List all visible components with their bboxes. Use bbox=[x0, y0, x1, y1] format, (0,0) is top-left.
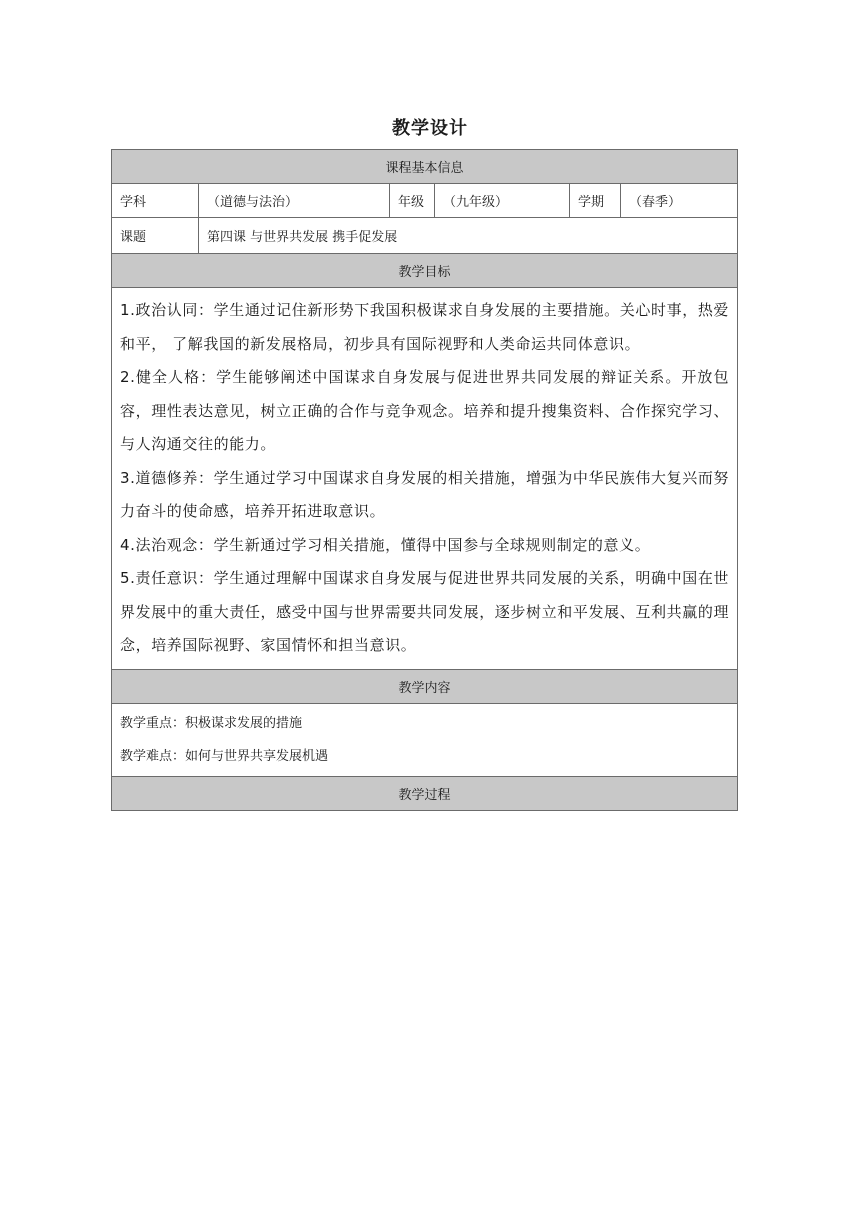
objective-item: 3.道德修养：学生通过学习中国谋求自身发展的相关措施，增强为中华民族伟大复兴而努力奋斗的使命感，培养开拓进取意识。 bbox=[120, 468, 730, 520]
content-row bbox=[112, 703, 738, 776]
basic-info-header: 课程基本信息 bbox=[112, 150, 738, 184]
content-cell bbox=[112, 703, 738, 776]
objectives-header-row bbox=[112, 254, 738, 288]
subject-label: 学科 bbox=[112, 184, 199, 218]
difficult-point: 教学难点：如何与世界共享发展机遇 bbox=[120, 748, 329, 764]
subject-value: （道德与法治） bbox=[199, 184, 390, 218]
grade-label: 年级 bbox=[390, 184, 435, 218]
lesson-plan-table bbox=[111, 149, 738, 811]
objective-item: 1.政治认同：学生通过记住新形势下我国积极谋求自身发展的主要措施。关心时事，热爱和平， 了解我国的新发展格局，初步具有国际视野和人类命运共同体意识。 bbox=[120, 301, 730, 353]
document-title: 教学设计 bbox=[392, 118, 468, 139]
info-row bbox=[112, 184, 738, 218]
topic-value: 第四课 与世界共发展 携手促发展 bbox=[199, 218, 738, 254]
term-value: （春季） bbox=[621, 184, 738, 218]
grade-value: （九年级） bbox=[435, 184, 570, 218]
objective-item: 2.健全人格：学生能够阐述中国谋求自身发展与促进世界共同发展的辩证关系。开放包容，理性表达意见，树立正确的合作与竞争观念。培养和提升搜集资料、合作探究学习、与人沟通交往的能力。 bbox=[120, 368, 730, 453]
objectives-row bbox=[112, 288, 738, 670]
key-point: 教学重点：积极谋求发展的措施 bbox=[120, 715, 303, 731]
objective-item: 5.责任意识：学生通过理解中国谋求自身发展与促进世界共同发展的关系，明确中国在世界发展中的重大责任，感受中国与世界需要共同发展，逐步树立和平发展、互利共赢的理念，培养国际视野、家国情怀和担当意识。 bbox=[120, 569, 730, 654]
objectives-header: 教学目标 bbox=[112, 254, 738, 288]
process-header: 教学过程 bbox=[112, 776, 738, 810]
content-header: 教学内容 bbox=[112, 669, 738, 703]
topic-label: 课题 bbox=[112, 218, 199, 254]
topic-row bbox=[112, 218, 738, 254]
content-header-row bbox=[112, 669, 738, 703]
objectives-list bbox=[112, 288, 738, 670]
objective-item: 4.法治观念：学生新通过学习相关措施，懂得中国参与全球规则制定的意义。 bbox=[120, 535, 651, 554]
basic-info-header-row bbox=[112, 150, 738, 184]
process-header-row bbox=[112, 776, 738, 810]
term-label: 学期 bbox=[570, 184, 621, 218]
